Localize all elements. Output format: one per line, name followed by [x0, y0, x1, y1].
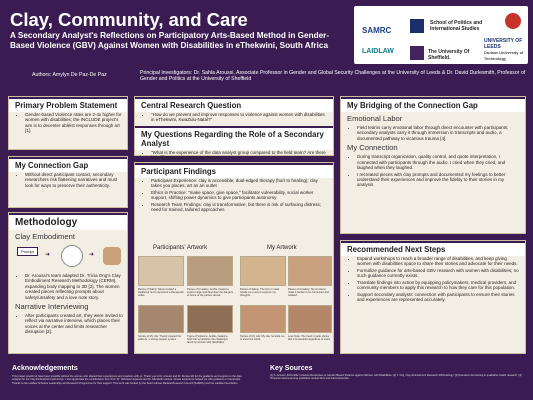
poster-title: Clay, Community, and Care — [10, 9, 248, 30]
sps-logo: School of Politics and International Studies — [430, 20, 483, 32]
acknowledgements-title: Acknowledgements — [12, 365, 78, 372]
artwork-caption: Stories of My Life: Thandi created the patients, a strong support system. — [138, 335, 182, 342]
authors: Authors: Amylyn De Paz-De Paz — [32, 72, 107, 78]
findings-item: • Participant Experience: clay is accessible, dual-edged therapy (hurt to healing); clay takes you places, art as an outlet — [151, 178, 329, 189]
bridging-title: My Bridging of the Connection Gap — [341, 97, 525, 112]
my-connection-heading: My Connection — [347, 143, 398, 153]
artwork-photo — [240, 256, 286, 286]
sheffield-crest-icon — [410, 46, 424, 60]
principal-investigators: Principal Investigators: Dr. Sahla Aroussi, Associate Professor in Gender and Global Security Challenges at the University of Leeds & Dr. David Durlesmith, Professor of Gender and Politics at the University of Sheffield — [140, 70, 526, 83]
connection-item: • During transcript organization, quality control, and quote interpretation, I connected with participants through the audio. I cried when they cried, and laughed when they laughed. — [357, 154, 521, 170]
central-question-panel — [134, 96, 334, 161]
gap-item: • Without direct participant contact, secondary researchers risk flattening narratives and must look for ways to preserve their authenticity. — [25, 172, 123, 188]
next-step-item: • Expand workshops to reach a broader range of disabilities, and keep giving women with disabilities space to share their stories and advocate for their needs. — [357, 256, 521, 267]
laidlaw-logo: LAIDLAW — [362, 48, 394, 55]
bridging-panel — [340, 96, 526, 234]
artwork-caption: Pieces of Safety: The form I made hands me a way to express my thoughts. — [240, 288, 280, 298]
artwork-photo — [187, 305, 233, 333]
connection-list — [345, 154, 521, 188]
prompt-label: Prompt — [17, 247, 38, 256]
artwork-photo — [240, 305, 286, 333]
method-diagram — [15, 243, 121, 273]
durban-logo: Durban University of Technology — [484, 50, 524, 61]
key-sources-text: [1] S. Aroussi, INCLUDE: Inclusive Responses to Gender-Based Violence against Women with Disabilities. [2] T. Ong, Clay Embodiment Research Methodology. [3] Narrative interviewing in qualitative health research. [4] Vicarious trauma among qualitative researchers and transcriptionists. — [270, 374, 522, 381]
arrow-right-icon: ➜ — [89, 252, 95, 258]
key-sources-title: Key Sources — [270, 365, 313, 372]
artwork-caption: Stories of My Life: My clay reminds me to show the world. — [240, 335, 285, 342]
poster-subtitle: A Secondary Analyst's Reflections on Participatory Arts-Based Method in Gender-Based Violence (GBV) Against Women with Disabilities in eThekwini, South Africa — [10, 31, 330, 50]
artwork-caption: Types of Violence: Andile created a hole that symbolizes the challenges faced by women with disabilities. — [187, 335, 228, 345]
role-title: My Questions Regarding the Role of a Secondary Analyst — [135, 126, 333, 150]
next-steps-panel — [340, 240, 526, 354]
sheffield-logo: The University Of Sheffield. — [428, 49, 470, 61]
next-step-item: • Formalize guidance for arts-based GBV research with women with disabilities; no such guidance currently exists. — [357, 268, 521, 279]
artwork-photo — [288, 305, 332, 333]
findings-list — [139, 178, 329, 213]
connection-gap-panel — [8, 156, 128, 208]
person-icon — [61, 245, 83, 267]
problem-item: • Gender-based Violence rates are 2-4x higher for women with disabilities; the INCLUDE project's aim is to decenter ableist responses through art [1]. — [25, 112, 123, 134]
methodology-panel — [8, 212, 128, 354]
emotional-item: • Field teams carry emotional labor through direct encounter with participants; secondary analysts carry it through immersion in transcripts and audio, a documented pathway to vicarious trauma [4]. — [357, 125, 521, 141]
problem-title: Primary Problem Statement — [9, 97, 127, 112]
next-steps-list — [345, 256, 521, 303]
connection-gap-title: My Connection Gap — [9, 157, 127, 172]
logo-area — [354, 6, 528, 64]
artwork-photo — [138, 256, 184, 286]
next-step-item: • Support secondary analysts' connection with participants to ensure their stories and experiences are represented accurately. — [357, 292, 521, 303]
acknowledgements-text: This project would not have been possible without the women who shared their experiences and creations with us. Thank you to Dr. Aroussi and Dr. Durlesmith for the guidance and support on the data analysis for the Clay Embodiment workshops. I also appreciate the contributions from Prof. Dr. Nicholas Hopwood and Dr. Elizabeth Lebese, whose experience helped me with guidance on transcripts. Thanks to the Laidlaw Scholars Leadership and Research Programme for their support. This work was funded by the South African Medical Research Council (SAMRC) and the Laidlaw Foundation. — [12, 375, 242, 385]
durban-icon — [505, 13, 521, 29]
leeds-crest-icon — [410, 19, 424, 33]
role-item: • "What is the experience of the data analyst group compared to the field team? Are there big differences in their experiences?" — [151, 150, 329, 161]
artwork-caption: Pieces of Safety: Nkosi created a traditional hut to represent a therapeutic outlet. — [138, 288, 184, 298]
central-list — [139, 112, 329, 123]
next-steps-title: Recommended Next Steps — [341, 241, 525, 256]
central-question-title: Central Research Question — [135, 97, 333, 112]
next-step-item: • Translate findings into action by equipping policymakers, medical providers, and community members to apply this research to how they care for this population. — [357, 280, 521, 291]
arrow-right-icon: ➜ — [45, 252, 51, 258]
role-list — [139, 150, 329, 161]
findings-title: Participant Findings — [135, 163, 333, 178]
artwork-caption: Pieces of Unsafety: Andile created a snake image and describes the dangers at home of the partner abuse. — [187, 288, 233, 298]
emotional-labor-heading: Emotional Labor — [347, 114, 403, 123]
narrative-heading: Narrative Interviewing — [15, 302, 89, 312]
clay-embodiment-heading: Clay Embodiment — [15, 232, 75, 241]
narrative-list — [13, 313, 123, 335]
findings-item: • Ethics in Practice: "make space, give space," facilitator vulnerability, social worker support, shifting power dynamics to give participants autonomy — [151, 190, 329, 201]
findings-item: • Research Team Findings: clay is transformative, but there is risk of surfacing distress; need for trained, tailored approaches — [151, 202, 329, 213]
methodology-title: Methodology — [9, 213, 127, 230]
emotional-list — [345, 125, 521, 141]
central-item: • "How do we prevent and improve responses to violence against women with disabilities in eThekwini, KwaZulu-Natal?" — [151, 112, 329, 123]
leeds-logo: UNIVERSITY OF LEEDS — [484, 38, 523, 50]
clay-item: • Dr. Aroussi's team adapted Dr. Tricia Ong's Clay Embodiment Research Methodology (CERM), expanding body mapping to 3D [2]. The women created pieces reflecting prompts about safety/unsafety and a love note story. — [25, 273, 123, 300]
artwork-photo — [138, 305, 184, 333]
artwork-photo — [187, 256, 233, 286]
gap-list — [13, 172, 123, 188]
problem-panel — [8, 96, 128, 150]
narrative-item: • After participants created art, they were invited to reflect via narrative interview, which places their voices at the center and limits researcher disruption [3]. — [25, 313, 123, 335]
samrc-logo: SAMRC — [362, 26, 392, 35]
connection-item: • I recreated pieces with clay prompts and documented my feelings to better understand their experiences and improve the fidelity to their stories in my analysis. — [357, 172, 521, 188]
artwork-caption: Love Note: The heart I made shows that it is beautiful regardless of scars. — [288, 335, 331, 342]
problem-list — [13, 112, 123, 134]
artwork-photo — [288, 256, 332, 286]
clay-piece-icon — [103, 247, 121, 265]
participants-artwork-label: Participants' Artwork — [153, 245, 208, 251]
my-artwork-label: My Artwork — [267, 245, 297, 251]
artwork-caption: Pieces of Unsafety: My emotions make it harder to be connected and isolated. — [288, 288, 329, 298]
clay-list — [13, 273, 123, 300]
